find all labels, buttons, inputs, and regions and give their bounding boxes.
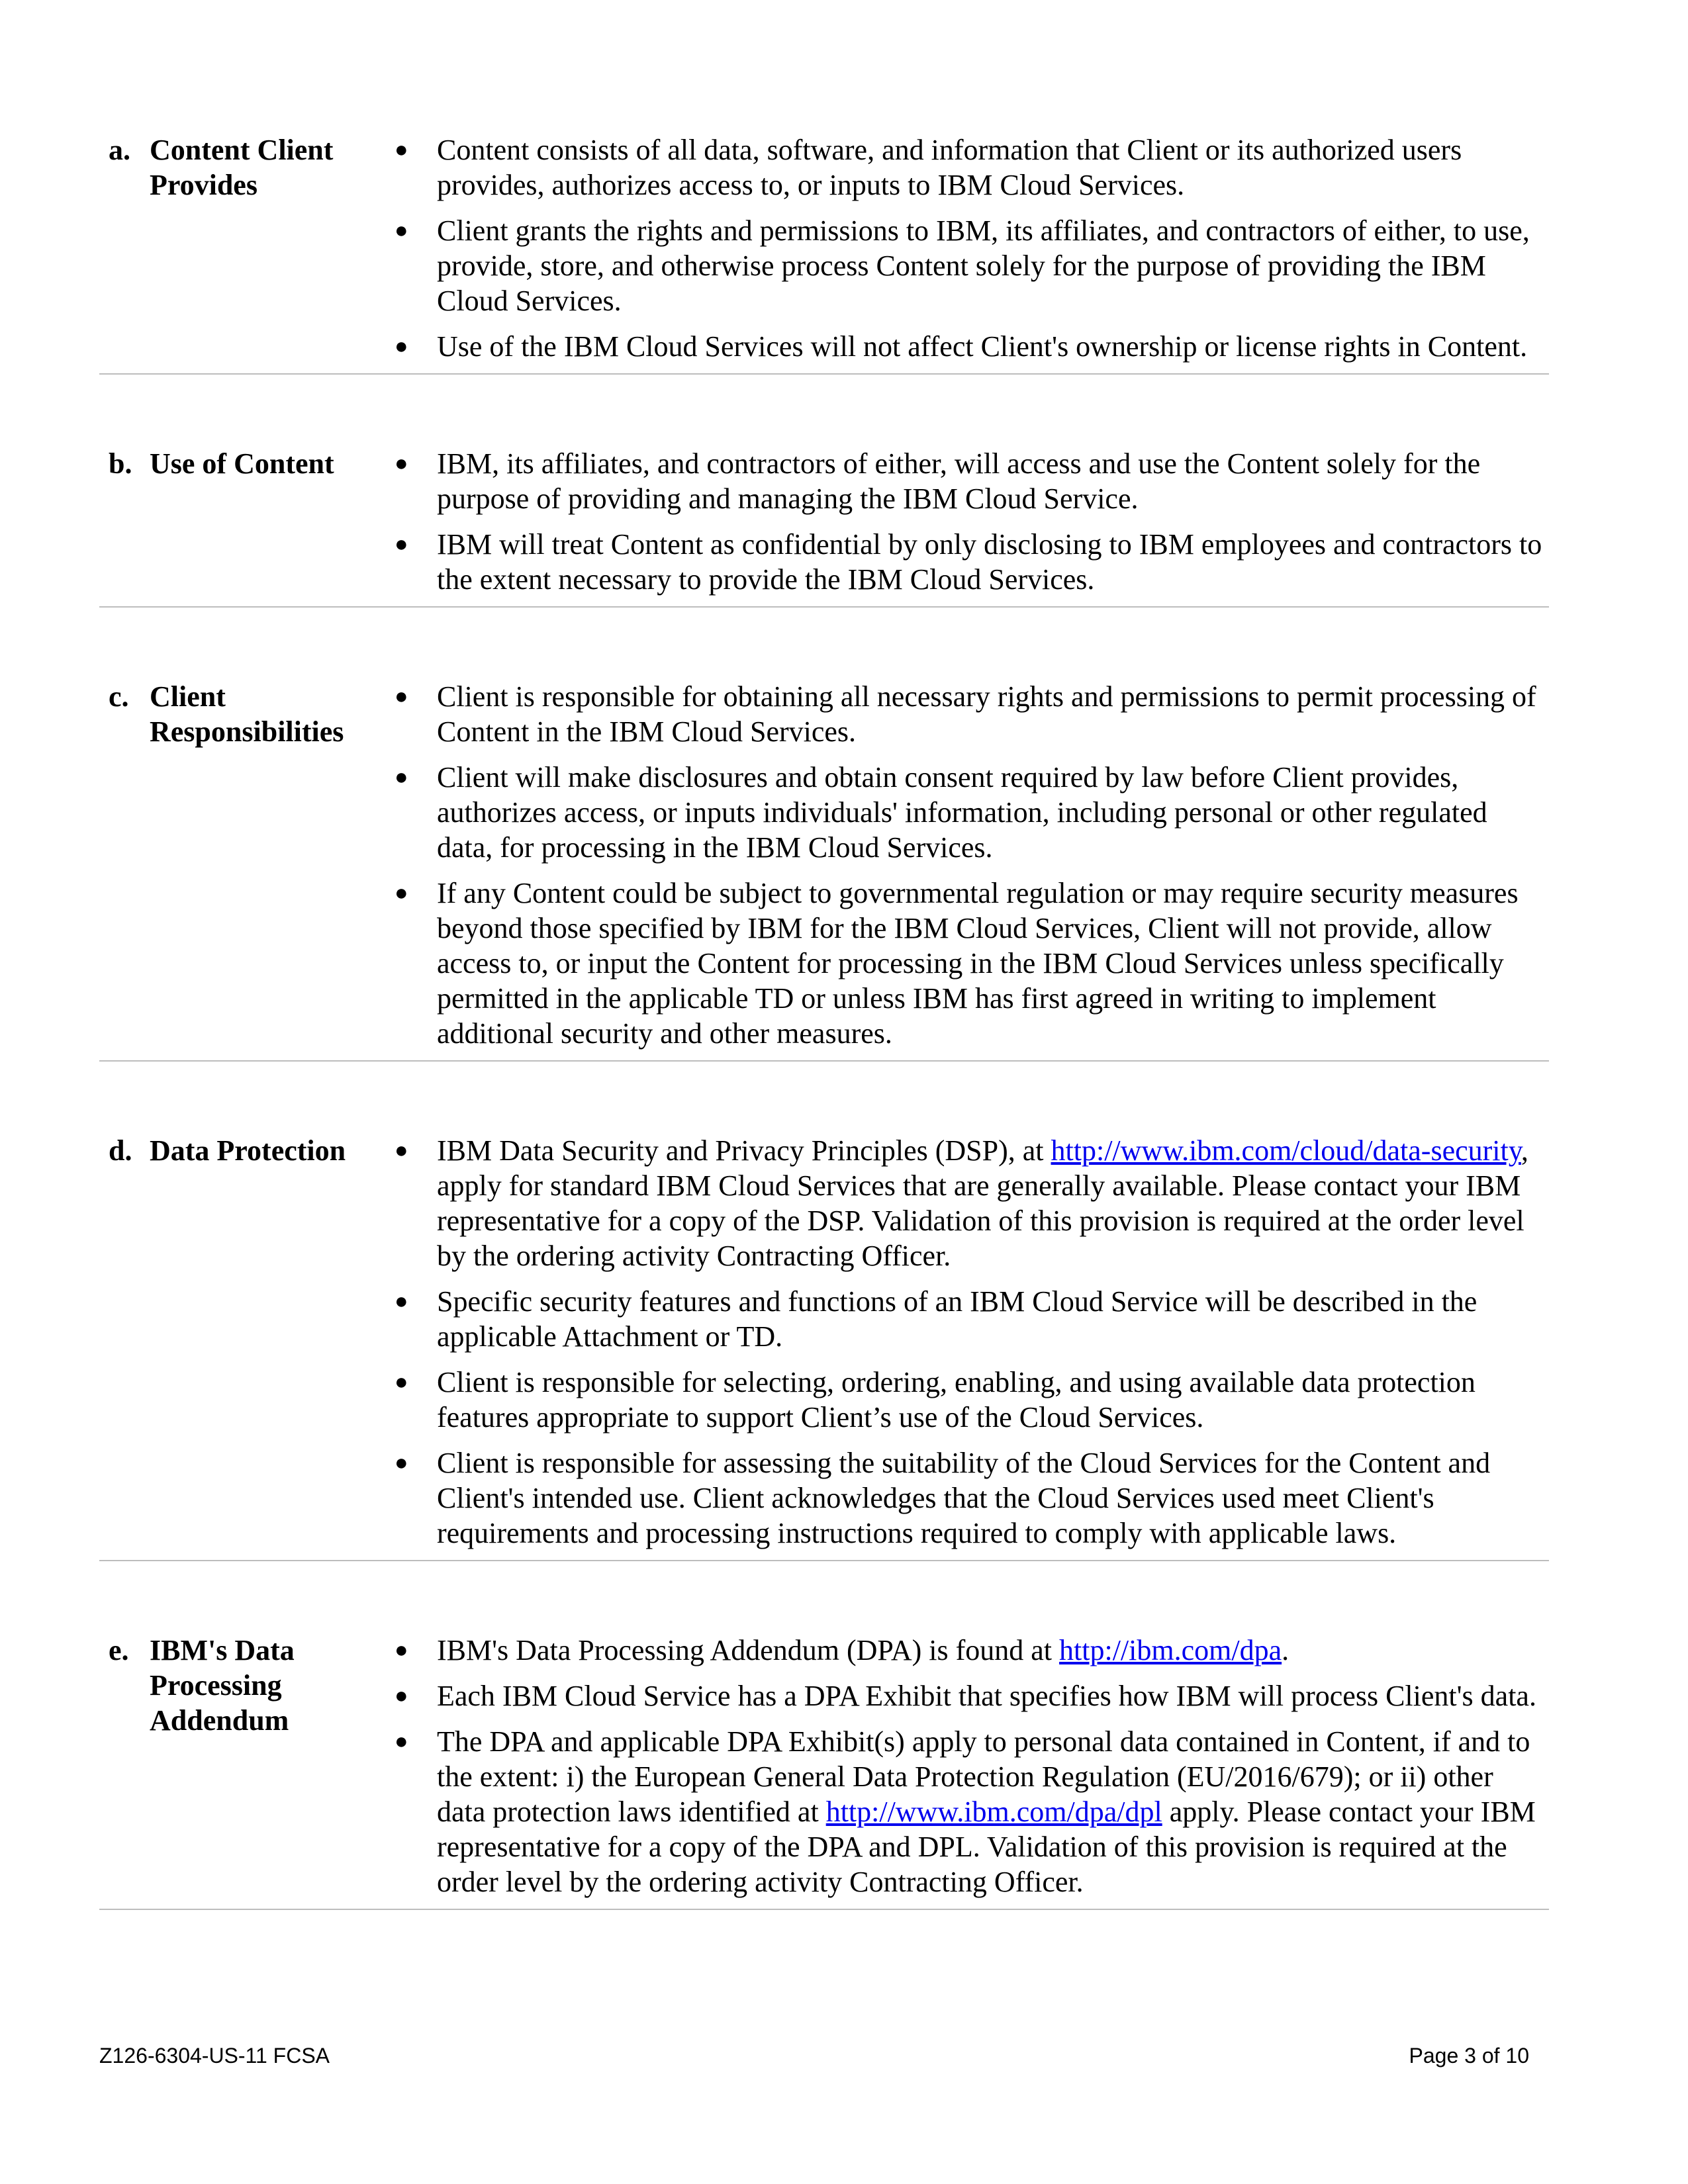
section-client-responsibilities bbox=[99, 679, 1549, 1062]
bullet-text: Specific security features and functions of an IBM Cloud Service will be described in the applicable Attachment or TD. bbox=[437, 1285, 1477, 1353]
section-data-protection bbox=[99, 1133, 1549, 1561]
bullet-list bbox=[391, 1133, 1549, 1551]
bullet-item bbox=[391, 1365, 1549, 1435]
bullet-text: If any Content could be subject to governmental regulation or may require security measures beyond those specified by IBM for the IBM Cloud Services, Client will not provide, allow access to, or input the Content for processing in the IBM Cloud Services unless specifically permitted in the applicable TD or unless IBM has first agreed in writing to implement additional security and other measures. bbox=[437, 877, 1519, 1050]
bullet-icon: ● bbox=[395, 138, 408, 162]
section-letter: e. bbox=[109, 1634, 129, 1666]
section-ibm-data-processing-addendum bbox=[99, 1633, 1549, 1910]
bullet-item bbox=[391, 1724, 1549, 1899]
bullet-item bbox=[391, 1284, 1549, 1354]
bullet-text bbox=[437, 1724, 1549, 1899]
bullet-item bbox=[391, 679, 1549, 749]
bullet-icon: ● bbox=[395, 1370, 408, 1394]
bullet-text: Client will make disclosures and obtain consent required by law before Client provides, authorizes access, or inputs individuals' information, including personal or other regulated data, for processing in the IBM Cloud Services. bbox=[437, 761, 1487, 864]
bullet-item bbox=[391, 1133, 1549, 1273]
bullet-item bbox=[391, 527, 1549, 597]
bullet-text-part: The DPA and applicable DPA Exhibit(s) apply to personal data contained in Content, if and to the extent: i) the European General Data Protection Regulation (EU/2016/679); or ii) other data protection laws identified at bbox=[437, 1725, 1530, 1828]
section-label bbox=[99, 446, 391, 597]
bullet-text-part: IBM's Data Processing Addendum (DPA) is found at bbox=[437, 1634, 1060, 1666]
bullet-icon: ● bbox=[395, 1729, 408, 1754]
bullet-item bbox=[391, 760, 1549, 865]
section-content-client-provides bbox=[99, 132, 1549, 375]
section-label bbox=[99, 1133, 391, 1551]
bullet-item bbox=[391, 213, 1549, 318]
bullet-text-part: apply. Please contact your IBM representative for a copy of the DPA and DPL. Validation of this provision is required at the order level by the ordering activity Contracting Officer. bbox=[437, 1796, 1536, 1898]
bullet-text: Use of the IBM Cloud Services will not affect Client's ownership or license rights in Content. bbox=[437, 330, 1528, 363]
bullet-list bbox=[391, 132, 1549, 364]
bullet-text: Client grants the rights and permissions to IBM, its affiliates, and contractors of either, to use, provide, store, and otherwise process Content solely for the purpose of providing the IBM Cloud Services. bbox=[437, 214, 1530, 317]
bullet-item bbox=[391, 876, 1549, 1051]
bullet-icon: ● bbox=[395, 1638, 408, 1662]
bullet-icon: ● bbox=[395, 451, 408, 476]
bullet-icon: ● bbox=[395, 881, 408, 905]
dpl-link[interactable]: http://www.ibm.com/dpa/dpl bbox=[825, 1796, 1162, 1828]
section-letter: a. bbox=[109, 134, 130, 166]
section-label bbox=[99, 1633, 391, 1899]
bullet-text: Client is responsible for obtaining all necessary rights and permissions to permit processing of Content in the IBM Cloud Services. bbox=[437, 680, 1536, 748]
document-body bbox=[99, 132, 1549, 1910]
bullet-icon: ● bbox=[395, 532, 408, 557]
bullet-list bbox=[391, 679, 1549, 1051]
bullet-list bbox=[391, 1633, 1549, 1899]
dsp-link[interactable]: http://www.ibm.com/cloud/data-security bbox=[1051, 1134, 1521, 1167]
section-letter: b. bbox=[109, 447, 132, 480]
bullet-text: Each IBM Cloud Service has a DPA Exhibit that specifies how IBM will process Client's data. bbox=[437, 1680, 1536, 1712]
bullet-item bbox=[391, 329, 1549, 364]
bullet-list bbox=[391, 446, 1549, 597]
section-label bbox=[99, 679, 391, 1051]
bullet-text bbox=[437, 1133, 1549, 1273]
section-letter: d. bbox=[109, 1134, 132, 1167]
footer-doc-id: Z126-6304-US-11 FCSA bbox=[99, 2044, 330, 2068]
section-label bbox=[99, 132, 391, 364]
page-footer bbox=[99, 2044, 1529, 2068]
section-use-of-content bbox=[99, 446, 1549, 608]
bullet-item bbox=[391, 1445, 1549, 1551]
bullet-text-part: . bbox=[1282, 1634, 1289, 1666]
section-title: Use of Content bbox=[150, 447, 334, 480]
bullet-item bbox=[391, 1678, 1549, 1713]
bullet-item bbox=[391, 446, 1549, 516]
section-title: IBM's Data Processing Addendum bbox=[150, 1634, 295, 1737]
bullet-icon: ● bbox=[395, 684, 408, 709]
section-title: Data Protection bbox=[150, 1134, 346, 1167]
bullet-icon: ● bbox=[395, 1684, 408, 1708]
bullet-icon: ● bbox=[395, 1289, 408, 1314]
footer-page-number: Page 3 of 10 bbox=[1409, 2044, 1529, 2068]
bullet-item bbox=[391, 132, 1549, 203]
bullet-icon: ● bbox=[395, 1138, 408, 1163]
section-title: Client Responsibilities bbox=[150, 680, 344, 748]
bullet-icon: ● bbox=[395, 1451, 408, 1475]
bullet-text: Client is responsible for assessing the suitability of the Cloud Services for the Content and Client's intended use. Client acknowledges that the Cloud Services used meet Client's requirements and processing instructions required to comply with applicable laws. bbox=[437, 1447, 1491, 1549]
bullet-item bbox=[391, 1633, 1549, 1668]
section-title: Content Client Provides bbox=[150, 134, 334, 201]
bullet-icon: ● bbox=[395, 218, 408, 243]
dpa-link[interactable]: http://ibm.com/dpa bbox=[1059, 1634, 1282, 1666]
bullet-icon: ● bbox=[395, 334, 408, 359]
bullet-text: Client is responsible for selecting, ordering, enabling, and using available data protection features appropriate to support Client’s use of the Cloud Services. bbox=[437, 1366, 1476, 1433]
bullet-icon: ● bbox=[395, 765, 408, 790]
bullet-text: IBM, its affiliates, and contractors of either, will access and use the Content solely for the purpose of providing and managing the IBM Cloud Service. bbox=[437, 447, 1481, 515]
bullet-text bbox=[437, 1633, 1549, 1668]
bullet-text: IBM will treat Content as confidential by only disclosing to IBM employees and contractors to the extent necessary to provide the IBM Cloud Services. bbox=[437, 528, 1542, 596]
section-letter: c. bbox=[109, 680, 129, 713]
bullet-text-part: , apply for standard IBM Cloud Services that are generally available. Please contact your IBM representative for a copy of the DSP. Validation of this provision is required at the order level by the ordering activity Contracting Officer. bbox=[437, 1134, 1528, 1272]
bullet-text: Content consists of all data, software, and information that Client or its authorized users provides, authorizes access to, or inputs to IBM Cloud Services. bbox=[437, 134, 1462, 201]
bullet-text-part: IBM Data Security and Privacy Principles (DSP), at bbox=[437, 1134, 1051, 1167]
